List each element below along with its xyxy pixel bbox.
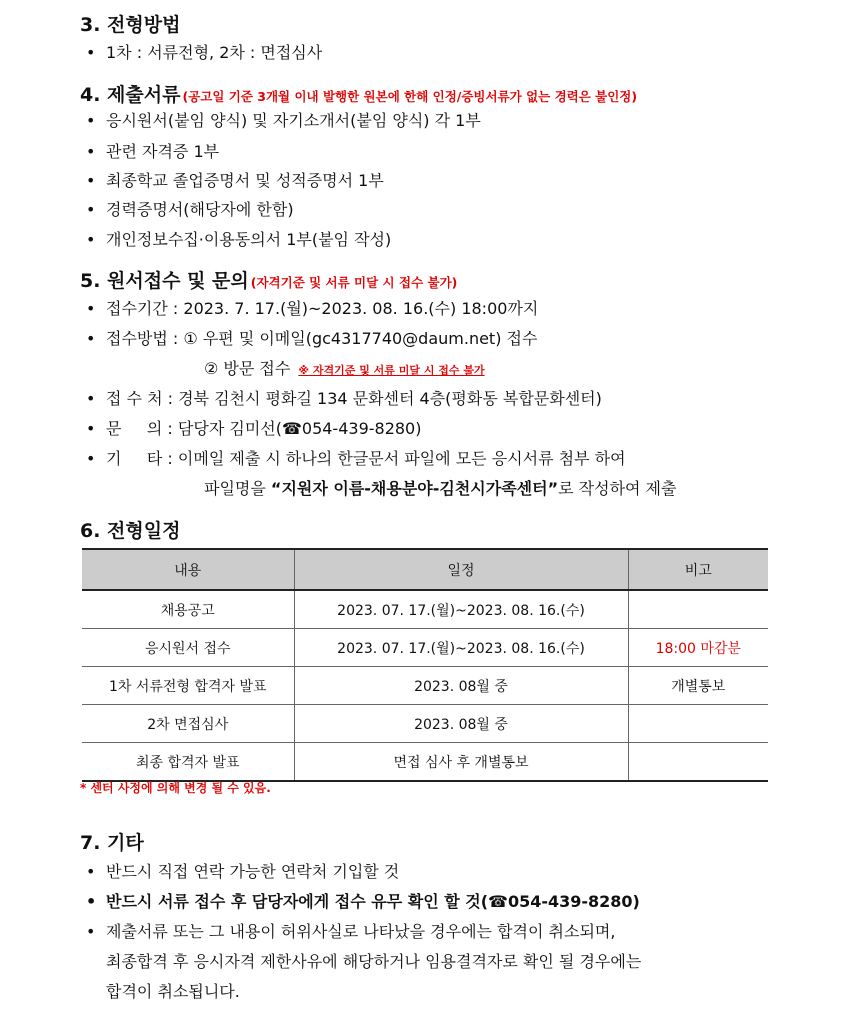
table-cell: 응시원서 접수 (82, 629, 294, 667)
s5-note: (자격기준 및 서류 미달 시 접수 불가) (250, 275, 458, 290)
s4-item-3: • 최종학교 졸업증명서 및 성적증명서 1부 (86, 171, 384, 190)
schedule-table (82, 548, 768, 782)
table-header: 일정 (294, 549, 628, 590)
table-row (82, 705, 768, 743)
table-cell: 2차 면접심사 (82, 705, 294, 743)
section-5-title: 5. 원서접수 및 문의 (자격기준 및 서류 미달 시 접수 불가) (80, 270, 458, 292)
s3-item: • 1차 : 서류전형, 2차 : 면접심사 (86, 43, 323, 62)
table-cell: 채용공고 (82, 590, 294, 629)
s7-item-3-line-2: 최종합격 후 응시자격 제한사유에 해당하거나 임용결격자로 확인 될 경우에는 (106, 952, 642, 971)
s7-item-3-line-3: 합격이 취소됩니다. (106, 982, 240, 1001)
table-cell: 2023. 08월 중 (294, 705, 628, 743)
table-row (82, 743, 768, 782)
s5-etc-1: • 기 타 : 이메일 제출 시 하나의 한글문서 파일에 모든 응시서류 첨부 하여 (86, 449, 626, 468)
table-cell: 면접 심사 후 개별통보 (294, 743, 628, 782)
table-header: 내용 (82, 549, 294, 590)
table-cell: 2023. 07. 17.(월)~2023. 08. 16.(수) (294, 629, 628, 667)
s7-item-1: • 반드시 직접 연락 가능한 연락처 기입할 것 (86, 862, 400, 881)
s5-etc-2: 파일명을 “지원자 이름-채용분야-김천시가족센터”로 작성하여 제출 (204, 479, 677, 498)
s4-item-4: • 경력증명서(해당자에 한함) (86, 200, 294, 219)
table-cell: 2023. 07. 17.(월)~2023. 08. 16.(수) (294, 590, 628, 629)
s7-item-2: • 반드시 서류 접수 후 담당자에게 접수 유무 확인 할 것(☎054-439-8280) (86, 892, 640, 911)
s5-method-2-note: ※ 자격기준 및 서류 미달 시 접수 불가 (298, 364, 485, 377)
s7-item-3: • 제출서류 또는 그 내용이 허위사실로 나타났을 경우에는 합격이 취소되며, (86, 922, 616, 941)
s4-item-1: • 응시원서(붙임 양식) 및 자기소개서(붙임 양식) 각 1부 (86, 111, 481, 130)
schedule-footnote: * 센터 사정에 의해 변경 될 수 있음. (80, 781, 271, 795)
table-header: 비고 (628, 549, 768, 590)
table-row (82, 629, 768, 667)
section-6-title: 6. 전형일정 (80, 520, 181, 542)
table-cell (628, 705, 768, 743)
s4-item-5: • 개인정보수집·이용동의서 1부(붙임 작성) (86, 230, 392, 249)
table-row (82, 590, 768, 629)
s5-method-2: ② 방문 접수 ※ 자격기준 및 서류 미달 시 접수 불가 (204, 359, 485, 378)
table-cell: 18:00 마감분 (628, 629, 768, 667)
table-row (82, 667, 768, 705)
s4-item-2: • 관련 자격증 1부 (86, 142, 220, 161)
table-cell: 개별통보 (628, 667, 768, 705)
section-7-title: 7. 기타 (80, 832, 144, 854)
table-header-row (82, 549, 768, 590)
section-3-title: 3. 전형방법 (80, 14, 181, 36)
s4-note: (공고일 기준 3개월 이내 발행한 원본에 한해 인정/증빙서류가 없는 경력은 불인정) (182, 89, 638, 104)
s5-place: • 접 수 처 : 경북 김천시 평화길 134 문화센터 4층(평화동 복합문화센터) (86, 389, 602, 408)
section-4-title: 4. 제출서류 (공고일 기준 3개월 이내 발행한 원본에 한해 인정/증빙서류가 없는 경력은 불인정) (80, 84, 638, 106)
table-cell (628, 590, 768, 629)
s5-period: • 접수기간 : 2023. 7. 17.(월)~2023. 08. 16.(수) 18:00까지 (86, 299, 539, 318)
s5-method-1: • 접수방법 : ① 우편 및 이메일(gc4317740@daum.net) 접수 (86, 329, 538, 348)
table-cell: 2023. 08월 중 (294, 667, 628, 705)
table-cell: 1차 서류전형 합격자 발표 (82, 667, 294, 705)
s5-contact: • 문 의 : 담당자 김미선(☎054-439-8280) (86, 419, 422, 438)
table-cell: 최종 합격자 발표 (82, 743, 294, 782)
table-cell (628, 743, 768, 782)
